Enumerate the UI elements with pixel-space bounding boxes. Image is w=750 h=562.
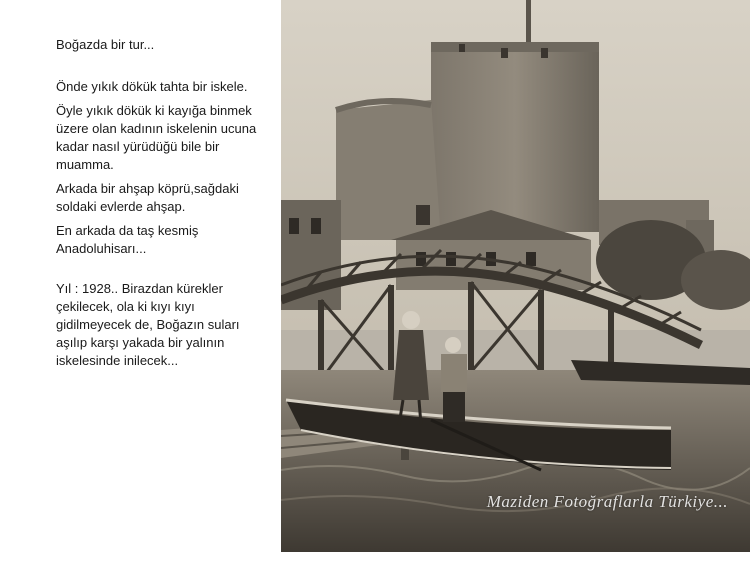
- photo-illustration: [281, 0, 750, 552]
- watermark: Maziden Fotoğraflarla Türkiye...: [486, 492, 728, 511]
- paragraph-fortress: En arkada da taş kesmiş Anadoluhisarı...: [56, 223, 199, 256]
- historic-photo: [281, 0, 750, 552]
- paragraph-year: Yıl : 1928.. Birazdan kürekler çekilecek, ola ki kıyı kıyı gidilmeyecek de, Boğazın suları aşılıp karşı yakada bir yalının iskelesinde inilecek...: [56, 281, 240, 368]
- man-figure: [441, 337, 467, 422]
- paragraph-woman: Öyle yıkık dökük ki kayığa binmek üzere olan kadının iskelenin ucuna kadar nasıl yürüdüğü bile bir muamma.: [56, 103, 257, 172]
- paragraph-pier: Önde yıkık dökük tahta bir iskele.: [56, 79, 248, 94]
- text-column: [56, 36, 261, 370]
- slide-title: Boğazda bir tur...: [56, 37, 155, 52]
- paragraph-bridge: Arkada bir ahşap köprü,sağdaki soldaki evlerde ahşap.: [56, 181, 239, 214]
